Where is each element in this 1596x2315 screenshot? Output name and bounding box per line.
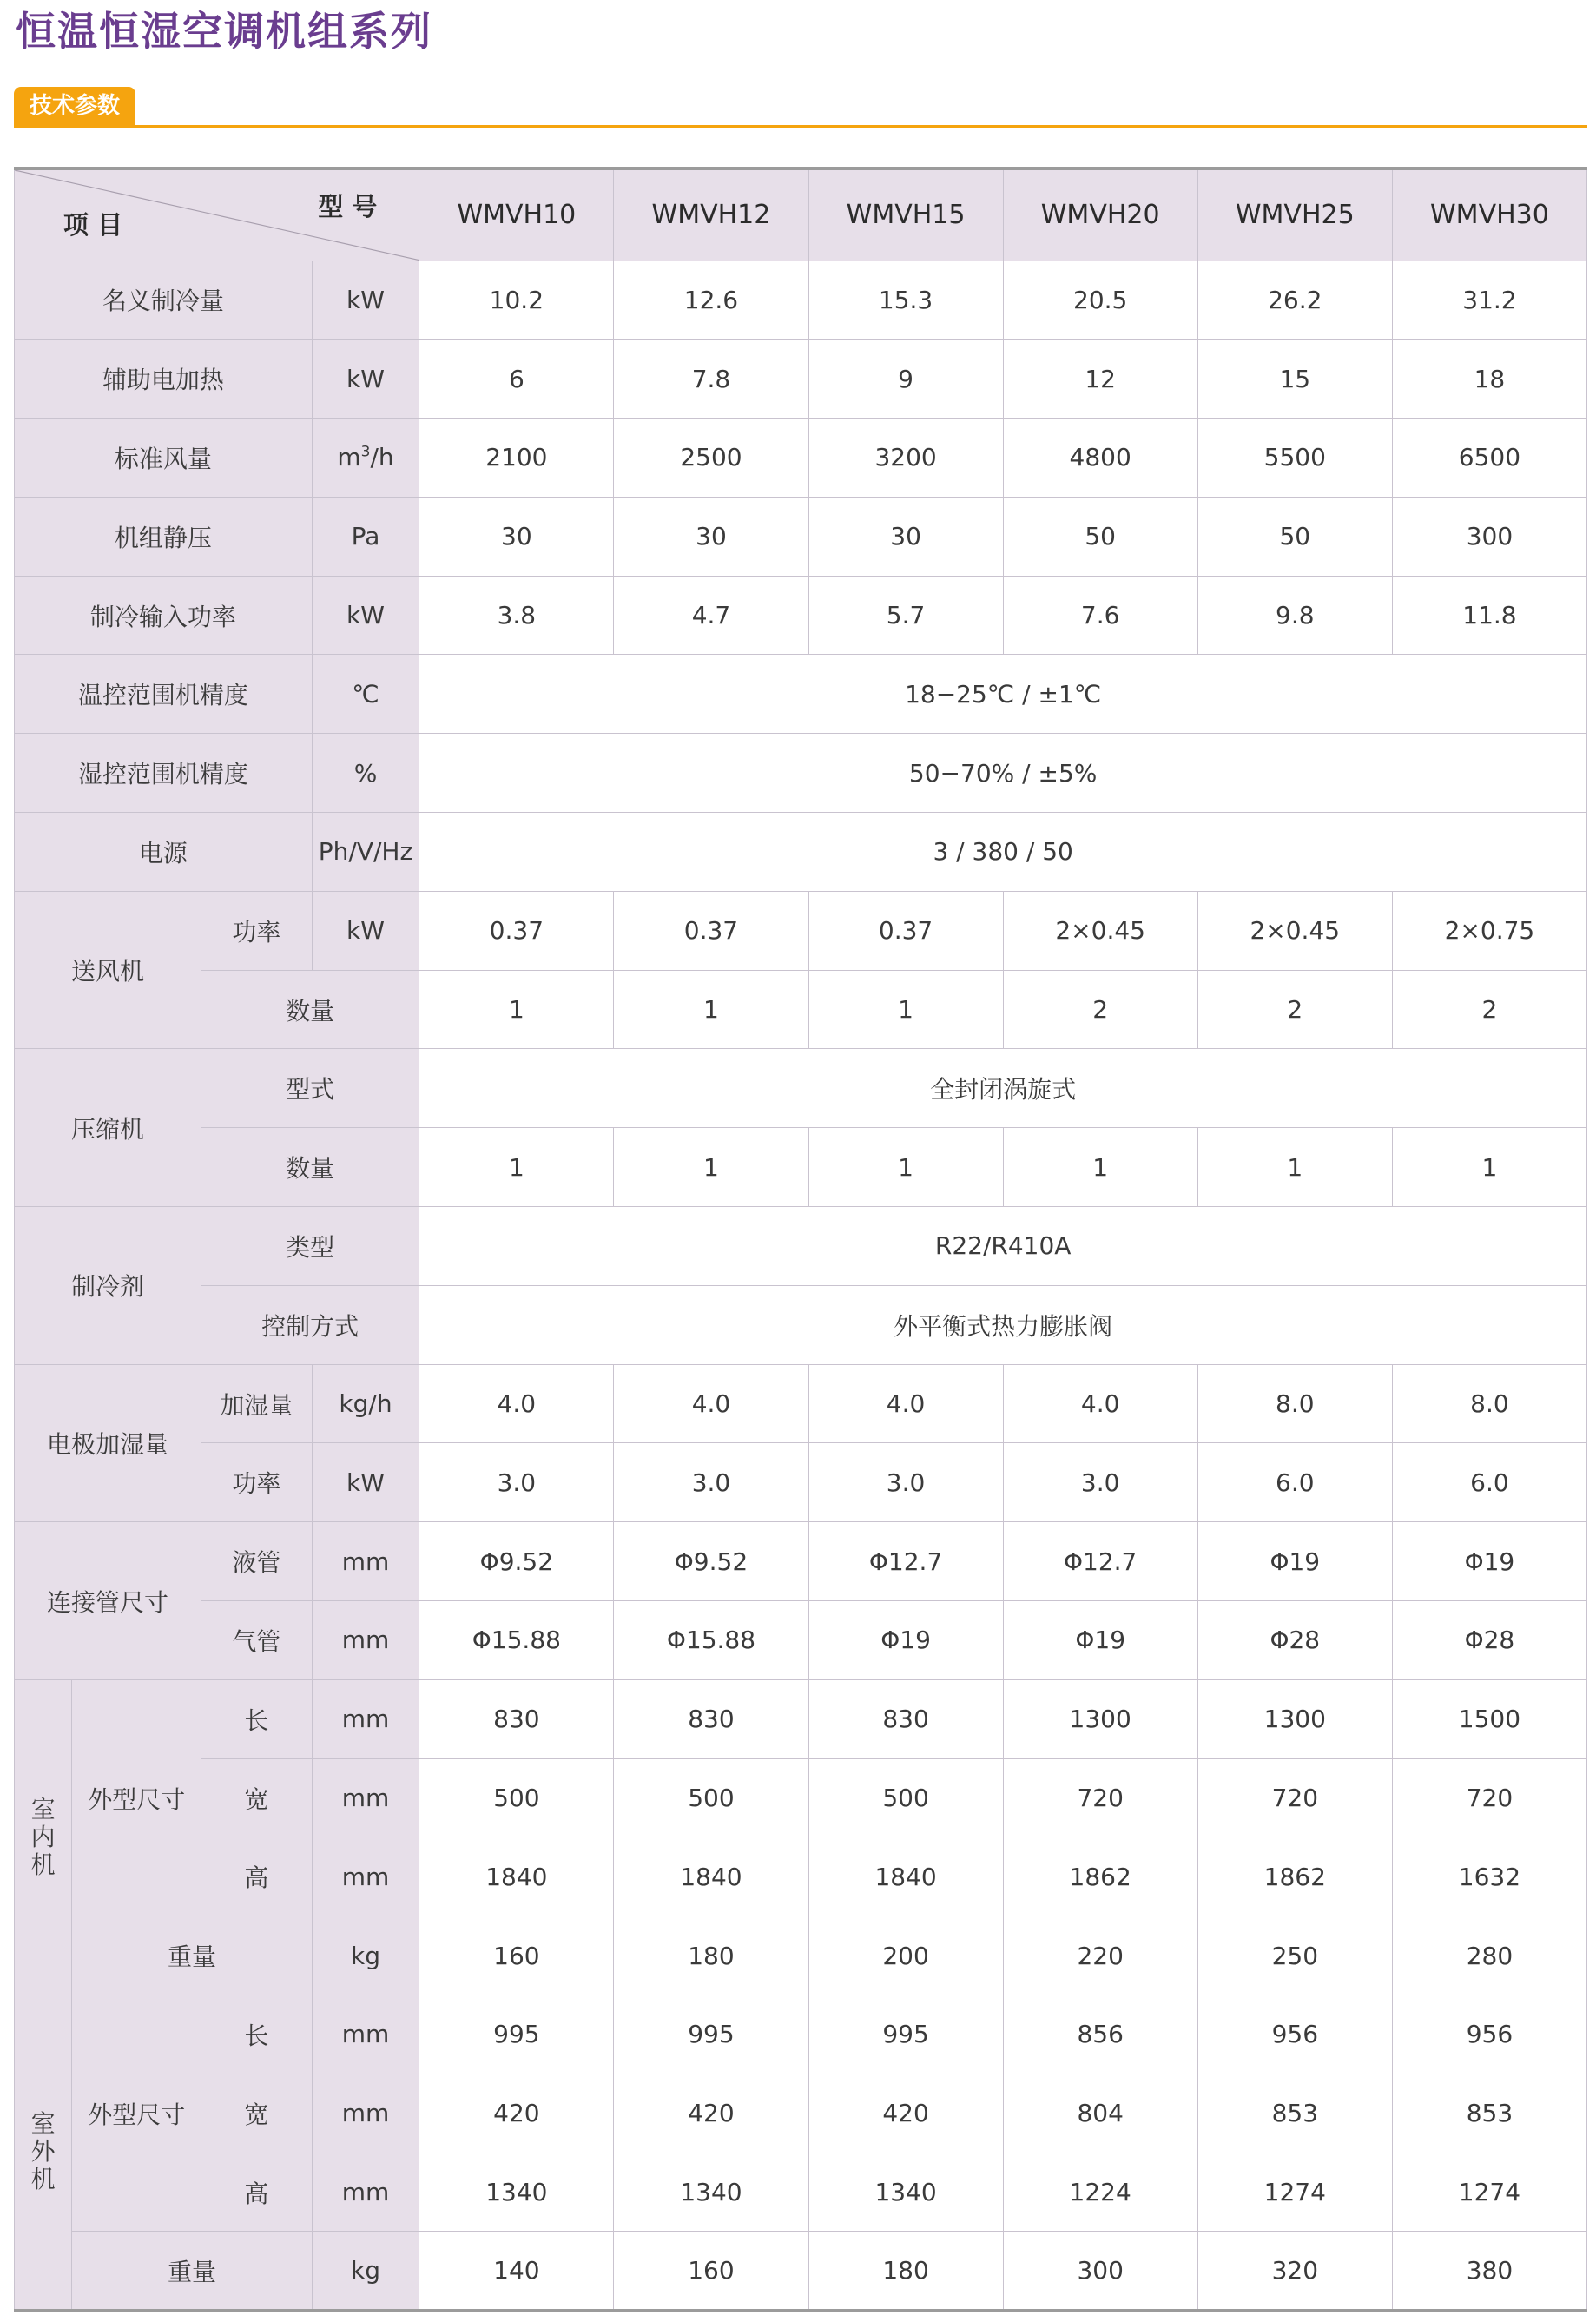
value-cell: Φ15.88 [614, 1601, 808, 1680]
row-unit: kW [312, 891, 419, 970]
value-cell: Φ19 [1392, 1522, 1586, 1601]
table-row [15, 419, 1587, 498]
row-unit [312, 419, 419, 498]
merged-value-cell: 外平衡式热力膨胀阀 [419, 1285, 1587, 1364]
value-cell: 500 [614, 1758, 808, 1837]
value-cell: 4.0 [419, 1364, 614, 1443]
value-cell: 2 [1197, 970, 1392, 1049]
value-cell: 160 [419, 1916, 614, 1995]
value-cell: 5.7 [808, 576, 1003, 655]
value-cell: 804 [1003, 2074, 1197, 2153]
merged-value-cell: 全封闭涡旋式 [419, 1049, 1587, 1128]
group-label: 电极加湿量 [15, 1364, 201, 1522]
value-cell: 18 [1392, 340, 1586, 419]
value-cell: 0.37 [808, 891, 1003, 970]
table-row [15, 1049, 1587, 1128]
value-cell: 500 [419, 1758, 614, 1837]
value-cell: 9.8 [1197, 576, 1392, 655]
value-cell: 30 [614, 497, 808, 576]
value-cell: 0.37 [614, 891, 808, 970]
value-cell: 5500 [1197, 419, 1392, 498]
value-cell: 26.2 [1197, 261, 1392, 340]
row-unit: mm [312, 1837, 419, 1916]
sub-label: 高 [201, 2153, 313, 2232]
value-cell: 6.0 [1392, 1443, 1586, 1522]
row-label: 标准风量 [15, 419, 313, 498]
sub-label: 型式 [201, 1049, 419, 1128]
unit-base: m [337, 443, 361, 472]
value-cell: 4.0 [1003, 1364, 1197, 1443]
value-cell: 3.8 [419, 576, 614, 655]
value-cell: 4.0 [808, 1364, 1003, 1443]
value-cell: 12.6 [614, 261, 808, 340]
row-unit: mm [312, 1758, 419, 1837]
value-cell: 140 [419, 2232, 614, 2311]
value-cell: 6.0 [1197, 1443, 1392, 1522]
value-cell: 30 [419, 497, 614, 576]
table-row [15, 655, 1587, 734]
table-row [15, 1916, 1587, 1995]
value-cell: 956 [1392, 1995, 1586, 2074]
value-cell: 50 [1003, 497, 1197, 576]
table-row [15, 1443, 1587, 1522]
value-cell: 1 [419, 1128, 614, 1207]
value-cell: 956 [1197, 1995, 1392, 2074]
group-label: 连接管尺寸 [15, 1522, 201, 1680]
value-cell: 720 [1003, 1758, 1197, 1837]
value-cell: 8.0 [1197, 1364, 1392, 1443]
table-row [15, 1285, 1587, 1364]
value-cell: 1 [808, 970, 1003, 1049]
value-cell: 995 [419, 1995, 614, 2074]
table-row [15, 576, 1587, 655]
table-row [15, 1128, 1587, 1207]
model-header: WMVH20 [1003, 168, 1197, 261]
page-title: 恒温恒湿空调机组系列 [16, 8, 432, 55]
table-row [15, 1207, 1587, 1286]
sub-label: 高 [201, 1837, 313, 1916]
value-cell: 250 [1197, 1916, 1392, 1995]
model-header: WMVH25 [1197, 168, 1392, 261]
value-cell: 30 [808, 497, 1003, 576]
group-label: 制冷剂 [15, 1207, 201, 1365]
value-cell: Φ28 [1392, 1601, 1586, 1680]
header-model-label: 型 号 [318, 192, 378, 221]
value-cell: 1 [614, 970, 808, 1049]
row-label: 机组静压 [15, 497, 313, 576]
sub-label: 功率 [201, 1443, 313, 1522]
value-cell: Φ12.7 [808, 1522, 1003, 1601]
value-cell: 1224 [1003, 2153, 1197, 2232]
value-cell: 2 [1003, 970, 1197, 1049]
value-cell: 1300 [1003, 1679, 1197, 1758]
table-row [15, 1995, 1587, 2074]
value-cell: 1632 [1392, 1837, 1586, 1916]
row-unit: mm [312, 1522, 419, 1601]
value-cell: 180 [808, 2232, 1003, 2311]
value-cell: 856 [1003, 1995, 1197, 2074]
value-cell: 220 [1003, 1916, 1197, 1995]
table-row [15, 1758, 1587, 1837]
value-cell: 15.3 [808, 261, 1003, 340]
value-cell: 2×0.45 [1197, 891, 1392, 970]
sub-label: 控制方式 [201, 1285, 419, 1364]
sub-label: 长 [201, 1995, 313, 2074]
value-cell: 3.0 [614, 1443, 808, 1522]
section-header [14, 87, 1587, 129]
merged-value-cell: 50−70% / ±5% [419, 734, 1587, 813]
value-cell: 1274 [1197, 2153, 1392, 2232]
sub-label: 加湿量 [201, 1364, 313, 1443]
group-label: 压缩机 [15, 1049, 201, 1207]
value-cell: 11.8 [1392, 576, 1586, 655]
sub-label: 长 [201, 1679, 313, 1758]
table-row [15, 1837, 1587, 1916]
row-label: 辅助电加热 [15, 340, 313, 419]
value-cell: Φ12.7 [1003, 1522, 1197, 1601]
value-cell: 2100 [419, 419, 614, 498]
value-cell: Φ9.52 [419, 1522, 614, 1601]
value-cell: 1840 [419, 1837, 614, 1916]
sub-label: 宽 [201, 1758, 313, 1837]
value-cell: 280 [1392, 1916, 1586, 1995]
sub-label: 类型 [201, 1207, 419, 1286]
value-cell: 1340 [808, 2153, 1003, 2232]
value-cell: 10.2 [419, 261, 614, 340]
unit-tail: /h [370, 443, 394, 472]
value-cell: 3.0 [808, 1443, 1003, 1522]
value-cell: 1274 [1392, 2153, 1586, 2232]
sub-label: 数量 [201, 1128, 419, 1207]
row-unit: mm [312, 2153, 419, 2232]
row-label: 温控范围机精度 [15, 655, 313, 734]
value-cell: 853 [1392, 2074, 1586, 2153]
value-cell: 380 [1392, 2232, 1586, 2311]
value-cell: 6 [419, 340, 614, 419]
row-label: 制冷输入功率 [15, 576, 313, 655]
value-cell: 995 [808, 1995, 1003, 2074]
value-cell: 300 [1392, 497, 1586, 576]
value-cell: 7.6 [1003, 576, 1197, 655]
row-unit: kW [312, 1443, 419, 1522]
value-cell: 3.0 [1003, 1443, 1197, 1522]
model-header: WMVH10 [419, 168, 614, 261]
value-cell: 3.0 [419, 1443, 614, 1522]
value-cell: 7.8 [614, 340, 808, 419]
value-cell: 200 [808, 1916, 1003, 1995]
value-cell: 2×0.45 [1003, 891, 1197, 970]
value-cell: 50 [1197, 497, 1392, 576]
value-cell: 2500 [614, 419, 808, 498]
unit-superscript: 3 [360, 444, 371, 462]
value-cell: 9 [808, 340, 1003, 419]
model-header: WMVH15 [808, 168, 1003, 261]
value-cell: 0.37 [419, 891, 614, 970]
value-cell: 20.5 [1003, 261, 1197, 340]
value-cell: 1 [808, 1128, 1003, 1207]
value-cell: 4.7 [614, 576, 808, 655]
header-row [15, 168, 1587, 261]
row-unit: Pa [312, 497, 419, 576]
value-cell: 1300 [1197, 1679, 1392, 1758]
row-unit: kW [312, 340, 419, 419]
dimensions-label: 外型尺寸 [72, 1679, 201, 1916]
outdoor-unit-label: 室外机 [15, 1995, 72, 2311]
table-row [15, 261, 1587, 340]
value-cell: 830 [808, 1679, 1003, 1758]
value-cell: 180 [614, 1916, 808, 1995]
value-cell: 420 [808, 2074, 1003, 2153]
table-row [15, 891, 1587, 970]
table-row [15, 1601, 1587, 1680]
model-header: WMVH12 [614, 168, 808, 261]
group-label: 送风机 [15, 891, 201, 1049]
row-label: 名义制冷量 [15, 261, 313, 340]
row-unit: mm [312, 1679, 419, 1758]
value-cell: 1340 [614, 2153, 808, 2232]
row-unit: kW [312, 576, 419, 655]
row-unit: mm [312, 1601, 419, 1680]
value-cell: Φ15.88 [419, 1601, 614, 1680]
value-cell: 1500 [1392, 1679, 1586, 1758]
value-cell: 1 [1392, 1128, 1586, 1207]
value-cell: 1340 [419, 2153, 614, 2232]
sub-label: 重量 [72, 1916, 312, 1995]
value-cell: 1840 [808, 1837, 1003, 1916]
indoor-unit-label: 室内机 [15, 1679, 72, 1995]
row-unit: mm [312, 2074, 419, 2153]
value-cell: 830 [614, 1679, 808, 1758]
header-corner-cell [15, 168, 419, 261]
value-cell: 300 [1003, 2232, 1197, 2311]
table-row [15, 2153, 1587, 2232]
value-cell: 420 [614, 2074, 808, 2153]
value-cell: Φ19 [1003, 1601, 1197, 1680]
table-row [15, 497, 1587, 576]
value-cell: 720 [1197, 1758, 1392, 1837]
value-cell: 1 [614, 1128, 808, 1207]
sub-label: 重量 [72, 2232, 312, 2311]
row-label: 电源 [15, 813, 313, 892]
value-cell: Φ19 [808, 1601, 1003, 1680]
value-cell: 320 [1197, 2232, 1392, 2311]
row-unit: mm [312, 1995, 419, 2074]
value-cell: 160 [614, 2232, 808, 2311]
table-row [15, 2232, 1587, 2311]
value-cell: 1 [1003, 1128, 1197, 1207]
section-divider [14, 125, 1587, 128]
value-cell: 1862 [1197, 1837, 1392, 1916]
value-cell: 4.0 [614, 1364, 808, 1443]
value-cell: Φ28 [1197, 1601, 1392, 1680]
sub-label: 宽 [201, 2074, 313, 2153]
row-unit: kW [312, 261, 419, 340]
value-cell: 1862 [1003, 1837, 1197, 1916]
table-row [15, 813, 1587, 892]
sub-label: 功率 [201, 891, 313, 970]
table-row [15, 970, 1587, 1049]
sub-label: 液管 [201, 1522, 313, 1601]
value-cell: 15 [1197, 340, 1392, 419]
value-cell: 3200 [808, 419, 1003, 498]
table-row [15, 1364, 1587, 1443]
value-cell: 31.2 [1392, 261, 1586, 340]
row-unit: % [312, 734, 419, 813]
table-row [15, 1679, 1587, 1758]
value-cell: Φ19 [1197, 1522, 1392, 1601]
sub-label: 数量 [201, 970, 419, 1049]
value-cell: 995 [614, 1995, 808, 2074]
row-unit: ℃ [312, 655, 419, 734]
value-cell: 420 [419, 2074, 614, 2153]
table-row [15, 2074, 1587, 2153]
row-unit: kg/h [312, 1364, 419, 1443]
section-badge: 技术参数 [14, 87, 135, 125]
value-cell: 1 [419, 970, 614, 1049]
value-cell: 720 [1392, 1758, 1586, 1837]
value-cell: 830 [419, 1679, 614, 1758]
row-unit: Ph/V/Hz [312, 813, 419, 892]
value-cell: 1840 [614, 1837, 808, 1916]
table-row [15, 340, 1587, 419]
value-cell: 12 [1003, 340, 1197, 419]
value-cell: Φ9.52 [614, 1522, 808, 1601]
model-header: WMVH30 [1392, 168, 1586, 261]
merged-value-cell: 18−25℃ / ±1℃ [419, 655, 1587, 734]
table-row [15, 1522, 1587, 1601]
value-cell: 2 [1392, 970, 1586, 1049]
value-cell: 853 [1197, 2074, 1392, 2153]
value-cell: 8.0 [1392, 1364, 1586, 1443]
dimensions-label: 外型尺寸 [72, 1995, 201, 2232]
value-cell: 1 [1197, 1128, 1392, 1207]
merged-value-cell: 3 / 380 / 50 [419, 813, 1587, 892]
row-unit: kg [312, 1916, 419, 1995]
merged-value-cell: R22/R410A [419, 1207, 1587, 1286]
row-unit: kg [312, 2232, 419, 2311]
row-label: 湿控范围机精度 [15, 734, 313, 813]
sub-label: 气管 [201, 1601, 313, 1680]
value-cell: 6500 [1392, 419, 1586, 498]
value-cell: 2×0.75 [1392, 891, 1586, 970]
value-cell: 4800 [1003, 419, 1197, 498]
table-row [15, 734, 1587, 813]
value-cell: 500 [808, 1758, 1003, 1837]
header-item-label: 项 目 [63, 209, 123, 240]
spec-table [14, 167, 1587, 2312]
